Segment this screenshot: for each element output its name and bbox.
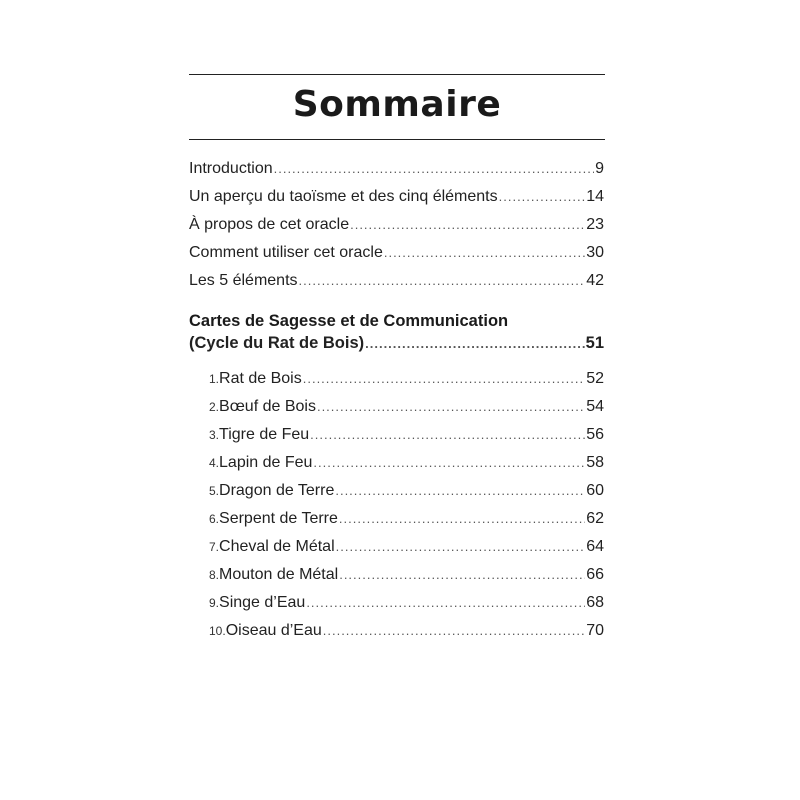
card-label: Mouton de Métal <box>219 566 339 583</box>
table-of-contents <box>189 160 604 650</box>
card-entry[interactable] <box>189 454 604 482</box>
card-page: 60 <box>586 482 604 499</box>
leader-dots <box>339 511 585 526</box>
card-label: Dragon de Terre <box>219 482 335 499</box>
card-label: Cheval de Métal <box>219 538 335 555</box>
card-page: 70 <box>586 622 604 639</box>
card-entry[interactable] <box>189 510 604 538</box>
section-title-row <box>189 334 604 362</box>
toc-entry-label: Introduction <box>189 160 273 177</box>
leader-dots <box>313 455 585 470</box>
card-label: Oiseau d’Eau <box>225 622 322 639</box>
leader-dots <box>323 623 585 638</box>
leader-dots <box>299 273 586 288</box>
section-title-line1: Cartes de Sagesse et de Communication <box>189 312 509 330</box>
card-page: 64 <box>586 538 604 555</box>
toc-entry-page: 14 <box>586 188 604 205</box>
card-entry[interactable] <box>189 398 604 426</box>
toc-entry-page: 9 <box>595 160 604 177</box>
card-number: 2. <box>209 400 220 414</box>
leader-dots <box>365 336 585 351</box>
toc-entry-page: 42 <box>586 272 604 289</box>
card-number: 10. <box>209 624 226 638</box>
card-label: Singe d’Eau <box>219 594 306 611</box>
toc-entry-label: À propos de cet oracle <box>189 216 350 233</box>
card-number: 1. <box>209 372 220 386</box>
card-page: 62 <box>586 510 604 527</box>
leader-dots <box>306 595 585 610</box>
card-number: 3. <box>209 428 220 442</box>
card-label: Lapin de Feu <box>219 454 313 471</box>
card-entry[interactable] <box>189 594 604 622</box>
card-label: Tigre de Feu <box>219 426 310 443</box>
leader-dots <box>499 189 586 204</box>
card-entry[interactable] <box>189 538 604 566</box>
page-title: Sommaire <box>292 84 502 125</box>
card-entry[interactable] <box>189 426 604 454</box>
card-page: 56 <box>586 426 604 443</box>
toc-section-cartes[interactable] <box>189 308 604 362</box>
toc-entry-elements[interactable] <box>189 272 604 300</box>
card-page: 54 <box>586 398 604 415</box>
card-page: 68 <box>586 594 604 611</box>
leader-dots <box>317 399 585 414</box>
leader-dots <box>336 539 586 554</box>
toc-entry-page: 23 <box>586 216 604 233</box>
section-page: 51 <box>585 334 604 352</box>
bottom-rule <box>189 139 605 140</box>
card-number: 8. <box>209 568 220 582</box>
toc-entry-page: 30 <box>586 244 604 261</box>
card-label: Bœuf de Bois <box>219 398 316 415</box>
toc-entry-label: Un aperçu du taoïsme et des cinq éléments <box>189 188 498 205</box>
toc-entry-introduction[interactable] <box>189 160 604 188</box>
toc-entry-a-propos[interactable] <box>189 216 604 244</box>
leader-dots <box>303 371 585 386</box>
card-number: 5. <box>209 484 220 498</box>
card-entry[interactable] <box>189 370 604 398</box>
card-number: 7. <box>209 540 220 554</box>
card-entry[interactable] <box>189 566 604 594</box>
card-list <box>189 370 604 650</box>
card-entry[interactable] <box>189 482 604 510</box>
leader-dots <box>335 483 585 498</box>
card-number: 9. <box>209 596 220 610</box>
card-number: 6. <box>209 512 220 526</box>
card-entry[interactable] <box>189 622 604 650</box>
leader-dots <box>274 161 594 176</box>
section-title-line2: (Cycle du Rat de Bois) <box>189 334 365 352</box>
card-page: 52 <box>586 370 604 387</box>
top-rule <box>189 74 605 75</box>
toc-entry-label: Les 5 éléments <box>189 272 298 289</box>
card-page: 66 <box>586 566 604 583</box>
toc-entry-comment-utiliser[interactable] <box>189 244 604 272</box>
toc-entry-taoisme[interactable] <box>189 188 604 216</box>
card-number: 4. <box>209 456 220 470</box>
leader-dots <box>339 567 585 582</box>
card-label: Serpent de Terre <box>219 510 338 527</box>
card-page: 58 <box>586 454 604 471</box>
card-label: Rat de Bois <box>219 370 302 387</box>
toc-entry-label: Comment utiliser cet oracle <box>189 244 383 261</box>
leader-dots <box>310 427 585 442</box>
leader-dots <box>384 245 585 260</box>
leader-dots <box>350 217 585 232</box>
